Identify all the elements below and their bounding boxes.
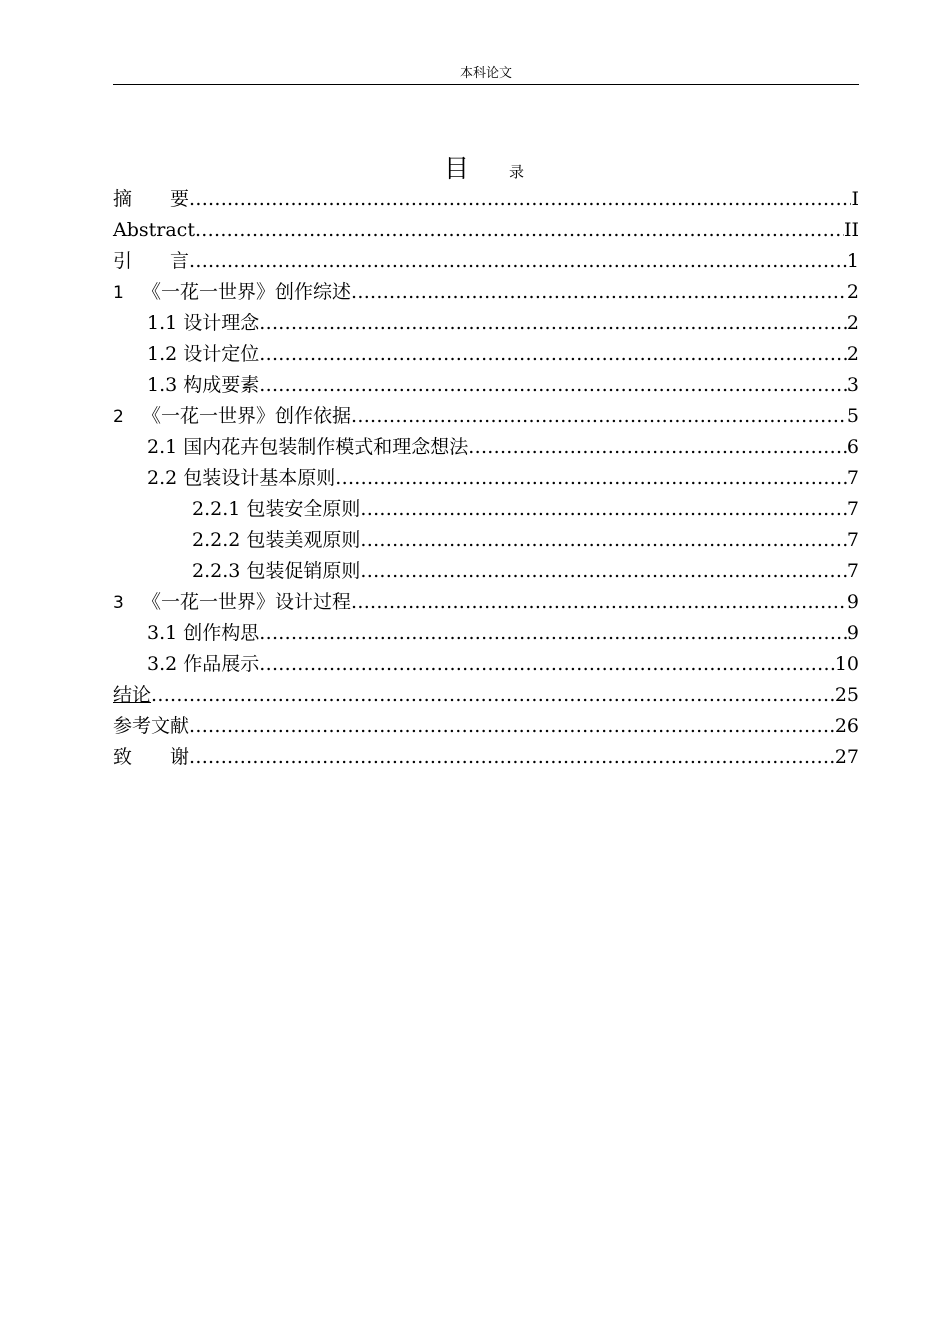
toc-entry-1-3[interactable] <box>147 370 859 401</box>
toc-entry-label: 《一花一世界》创作综述 <box>142 281 352 303</box>
toc-entry-page: 6 <box>846 436 859 458</box>
toc-entry-3-1[interactable] <box>147 618 859 649</box>
toc-entry-number: 3 <box>113 593 124 613</box>
toc-entry-chapter-3[interactable] <box>113 587 859 618</box>
toc-entry-label: 1.1 设计理念 <box>147 312 260 334</box>
toc-entry-1-2[interactable] <box>147 339 859 370</box>
toc-entry-page: 26 <box>834 715 859 737</box>
running-title: 本科论文 <box>459 66 512 81</box>
toc-title-part2: 录 <box>509 163 525 181</box>
toc-entry-label: 2.2.2 包装美观原则 <box>192 529 361 551</box>
toc-entry-conclusion[interactable] <box>113 680 859 711</box>
toc-entry-label: 1.2 设计定位 <box>147 343 260 365</box>
toc-entry-label: 摘 要 <box>113 188 190 210</box>
toc-entry-page: 27 <box>834 746 859 768</box>
toc-entry-1-1[interactable] <box>147 308 859 339</box>
toc-title-part1: 目 <box>443 154 469 183</box>
toc-entry-chapter-2[interactable] <box>113 401 859 432</box>
toc-entry-page: 9 <box>846 622 859 644</box>
toc-entry-page: 2 <box>846 281 859 303</box>
toc-entry-label: 1.3 构成要素 <box>147 374 260 396</box>
toc-entry-page: 2 <box>846 343 859 365</box>
toc-entry-label: 致 谢 <box>113 746 190 768</box>
toc-entry-label: 2.2.1 包装安全原则 <box>192 498 361 520</box>
toc-entry-references[interactable] <box>113 711 859 742</box>
toc-entry-label: Abstract <box>113 219 195 241</box>
toc-entry-number: 2 <box>113 407 124 427</box>
toc-entry-abstract-en[interactable] <box>113 215 859 246</box>
toc-entry-introduction[interactable] <box>113 246 859 277</box>
page-header <box>113 64 859 85</box>
toc-entry-3-2[interactable] <box>147 649 859 680</box>
toc-entry-2-2-1[interactable] <box>192 494 859 525</box>
toc-entry-label: 2.1 国内花卉包装制作模式和理念想法 <box>147 436 469 458</box>
toc-entry-label: 2.2.3 包装促销原则 <box>192 560 361 582</box>
toc-entry-label: 3.1 创作构思 <box>147 622 260 644</box>
toc-entry-label: 《一花一世界》设计过程 <box>142 591 352 613</box>
toc-entry-page: 3 <box>846 374 859 396</box>
toc-entry-abstract-cn[interactable] <box>113 184 859 215</box>
toc-entry-chapter-1[interactable] <box>113 277 859 308</box>
toc-entry-page: 5 <box>846 405 859 427</box>
toc-entry-2-1[interactable] <box>147 432 859 463</box>
toc-entry-label: 参考文献 <box>113 715 190 737</box>
toc-entry-page: 7 <box>846 560 859 582</box>
toc-entry-page: 1 <box>846 250 859 272</box>
toc-entry-label: 2.2 包装设计基本原则 <box>147 467 336 489</box>
toc-entry-label: 3.2 作品展示 <box>147 653 260 675</box>
toc-entry-page: 7 <box>846 467 859 489</box>
toc-entry-page: I <box>851 188 859 210</box>
toc-entry-2-2-3[interactable] <box>192 556 859 587</box>
toc-entry-acknowledgements[interactable] <box>113 742 859 773</box>
toc-entry-label: 结论 <box>113 684 152 706</box>
toc-entry-page: 10 <box>834 653 859 675</box>
toc-entry-number: 1 <box>113 283 124 303</box>
toc-entry-page: 7 <box>846 529 859 551</box>
toc-entry-page: 9 <box>846 591 859 613</box>
toc-entry-page: 25 <box>834 684 859 706</box>
toc-entry-label: 引 言 <box>113 250 190 272</box>
toc-entry-page: 2 <box>846 312 859 334</box>
toc-entry-page: II <box>843 219 859 241</box>
toc-entry-2-2-2[interactable] <box>192 525 859 556</box>
toc-entry-2-2[interactable] <box>147 463 859 494</box>
toc-entry-label: 《一花一世界》创作依据 <box>142 405 352 427</box>
toc-entry-page: 7 <box>846 498 859 520</box>
